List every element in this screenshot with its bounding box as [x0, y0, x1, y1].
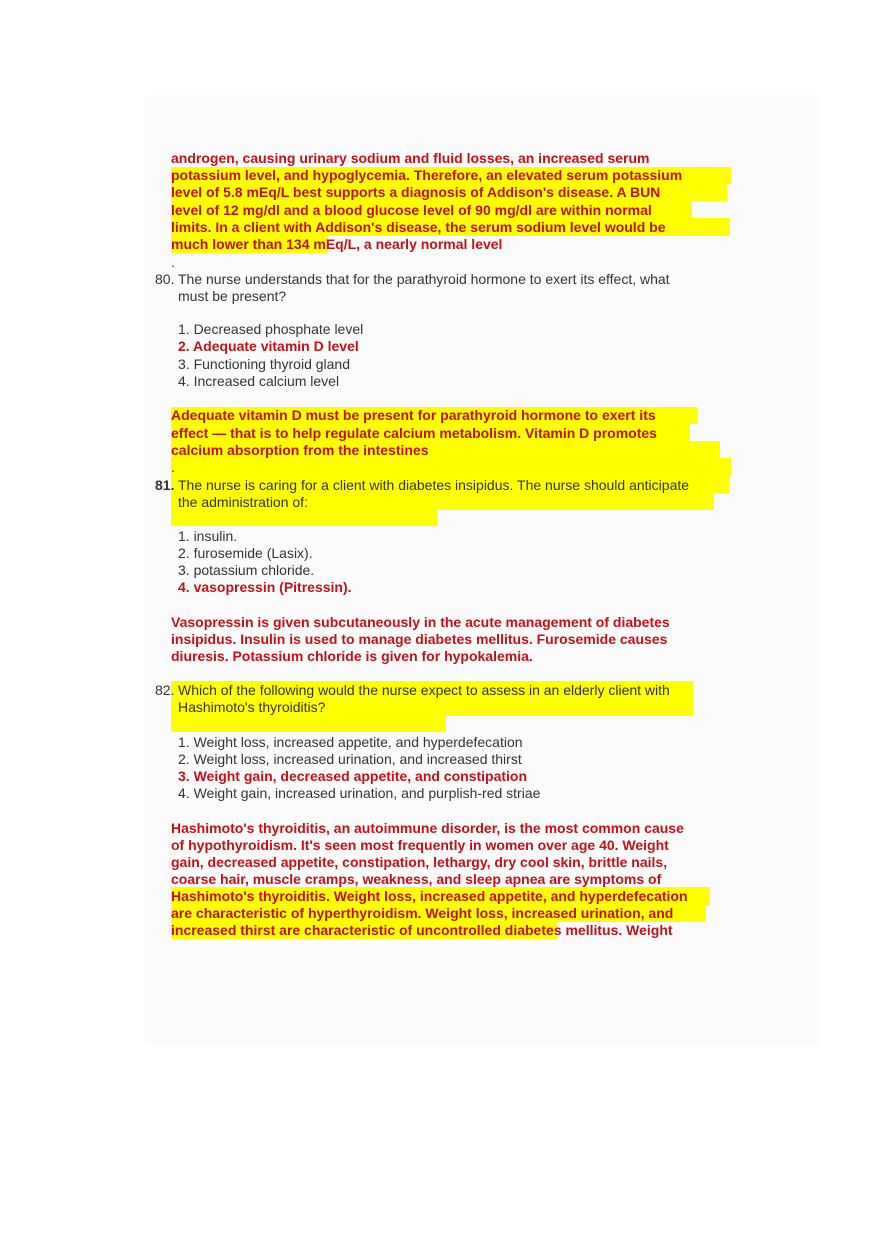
- explanation-line: Vasopressin is given subcutaneously in the acute management of diabetes: [171, 614, 670, 630]
- explanation-line: Hashimoto's thyroiditis. Weight loss, increased appetite, and hyperdefecation: [171, 888, 688, 904]
- explanation-line: coarse hair, muscle cramps, weakness, and sleep apnea are symptoms of: [171, 871, 662, 887]
- option-correct: 4. vasopressin (Pitressin).: [178, 579, 352, 595]
- option: 2. Weight loss, increased urination, and increased thirst: [178, 751, 522, 767]
- highlight: [171, 510, 437, 526]
- explanation-line: level of 5.8 mEq/L best supports a diagnosis of Addison's disease. A BUN: [171, 184, 661, 200]
- explanation-line: are characteristic of hyperthyroidism. Weight loss, increased urination, and: [171, 905, 674, 921]
- explanation-line: of hypothyroidism. It's seen most frequently in women over age 40. Weight: [171, 837, 669, 853]
- explanation-line: potassium level, and hypoglycemia. Therefore, an elevated serum potassium: [171, 167, 683, 183]
- explanation-line: increased thirst are characteristic of uncontrolled diabetes mellitus. Weight: [171, 922, 673, 938]
- explanation-line: Hashimoto's thyroiditis, an autoimmune disorder, is the most common cause: [171, 820, 684, 836]
- option: 3. Functioning thyroid gland: [178, 356, 350, 372]
- explanation-line: much lower than 134 mEq/L, a nearly normal level: [171, 236, 503, 252]
- option: 1. insulin.: [178, 528, 238, 544]
- question-text: The nurse understands that for the parathyroid hormone to exert its effect, what: [178, 271, 670, 287]
- option: 4. Increased calcium level: [178, 373, 340, 389]
- explanation-line: insipidus. Insulin is used to manage diabetes mellitus. Furosemide causes: [171, 631, 668, 647]
- option: 2. furosemide (Lasix).: [178, 545, 313, 561]
- option-correct: 3. Weight gain, decreased appetite, and constipation: [178, 768, 528, 784]
- question-text: the administration of:: [178, 494, 308, 510]
- question-text: The nurse is caring for a client with diabetes insipidus. The nurse should anticipate: [178, 477, 690, 493]
- highlight: [171, 458, 731, 476]
- explanation-line: Adequate vitamin D must be present for parathyroid hormone to exert its: [171, 407, 656, 423]
- question-number: 81.: [155, 477, 175, 493]
- option: 3. potassium chloride.: [178, 562, 315, 578]
- question-number: 82.: [155, 682, 175, 698]
- explanation-line: androgen, causing urinary sodium and fluid losses, an increased serum: [171, 150, 650, 166]
- option: 1. Weight loss, increased appetite, and hyperdefecation: [178, 734, 523, 750]
- explanation-line: diuresis. Potassium chloride is given for hypokalemia.: [171, 648, 533, 664]
- explanation-line: limits. In a client with Addison's disease, the serum sodium level would be: [171, 219, 666, 235]
- option-correct: 2. Adequate vitamin D level: [178, 338, 359, 354]
- highlight: [171, 716, 446, 732]
- explanation-line: gain, decreased appetite, constipation, lethargy, dry cool skin, brittle nails,: [171, 854, 668, 870]
- question-text: must be present?: [178, 288, 287, 304]
- separator: .: [171, 459, 175, 475]
- question-text: Which of the following would the nurse expect to assess in an elderly client with: [178, 682, 670, 698]
- explanation-line: effect — that is to help regulate calcium metabolism. Vitamin D promotes: [171, 425, 657, 441]
- explanation-line: level of 12 mg/dl and a blood glucose level of 90 mg/dl are within normal: [171, 202, 652, 218]
- option: 4. Weight gain, increased urination, and purplish-red striae: [178, 785, 541, 801]
- explanation-line: calcium absorption from the intestines: [171, 442, 429, 458]
- option: 1. Decreased phosphate level: [178, 321, 364, 337]
- question-number: 80.: [155, 271, 175, 287]
- question-text: Hashimoto's thyroiditis?: [178, 699, 326, 715]
- separator: .: [171, 254, 175, 270]
